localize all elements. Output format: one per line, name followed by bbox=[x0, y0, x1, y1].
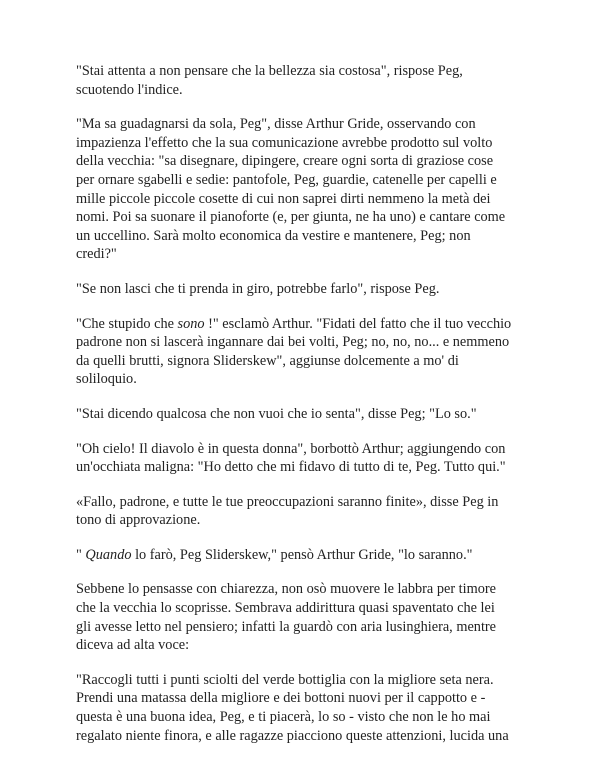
text-run: "Raccogli tutti i punti sciolti del verde bottiglia con la migliore seta nera. Prendi una matassa della migliore e dei bottoni nuovi per il cappotto e - questa è una buona idea, Peg, e ti piacerà, lo so - visto che non le ho mai regalato niente finora, e alle ragazze piacciono queste attenzioni, lucida una bbox=[76, 671, 509, 744]
text-run: lo farò, Peg Sliderskew," pensò Arthur Gride, "lo saranno." bbox=[131, 546, 473, 563]
text-run: "Oh cielo! Il diavolo è in questa donna", borbottò Arthur; aggiungendo con un'occhiata maligna: "Ho detto che mi fidavo di tutto di te, Peg. Tutto qui." bbox=[76, 440, 506, 476]
paragraph bbox=[76, 62, 526, 99]
italic-text: sono bbox=[177, 315, 205, 332]
body-text bbox=[76, 62, 526, 745]
text-run: "Che stupido che bbox=[76, 315, 178, 332]
paragraph bbox=[76, 671, 526, 745]
text-run: " bbox=[76, 546, 86, 563]
italic-text: Quando bbox=[85, 546, 132, 563]
paragraph bbox=[76, 405, 526, 424]
paragraph bbox=[76, 315, 526, 389]
paragraph bbox=[76, 440, 526, 477]
paragraph bbox=[76, 280, 526, 299]
paragraph bbox=[76, 546, 526, 565]
text-run: !" esclamò Arthur. "Fidati del fatto che il tuo vecchio padrone non si lascerà ingannare dai bei volti, Peg; no, no, no... e nemmeno da quelli brutti, signora Sliderskew", aggiunse dolcemente a mo' di soliloquio. bbox=[76, 315, 512, 388]
paragraph bbox=[76, 493, 526, 530]
text-run: «Fallo, padrone, e tutte le tue preoccupazioni saranno finite», disse Peg in tono di approvazione. bbox=[76, 493, 499, 529]
text-run: "Se non lasci che ti prenda in giro, potrebbe farlo", rispose Peg. bbox=[76, 280, 440, 297]
text-run: "Ma sa guadagnarsi da sola, Peg", disse Arthur Gride, osservando con impazienza l'effetto che la sua comunicazione avrebbe prodotto sul volto della vecchia: "sa disegnare, dipingere, creare ogni sorta di graziose cose per ornare sgabelli e sedie: pantofole, Peg, guardie, catenelle per capelli e mille piccole piccole cosette di cui non saprei dirti nemmeno la metà dei nomi. Poi sa suonare il pianoforte (e, per giunta, ne ha uno) e cantare come un uccellino. Sarà molto economica da vestire e mantenere, Peg; non credi?" bbox=[76, 116, 506, 263]
text-run: "Stai dicendo qualcosa che non vuoi che io senta", disse Peg; "Lo so." bbox=[76, 405, 477, 422]
paragraph bbox=[76, 115, 526, 264]
text-run: "Stai attenta a non pensare che la bellezza sia costosa", rispose Peg, scuotendo l'indice. bbox=[76, 63, 463, 98]
text-run: Sebbene lo pensasse con chiarezza, non osò muovere le labbra per timore che la vecchia lo scoprisse. Sembrava addirittura quasi spaventato che lei gli avesse letto nel pensiero; infatti la guardò con aria lusinghiera, mentre diceva ad alta voce: bbox=[76, 581, 497, 654]
paragraph bbox=[76, 580, 526, 654]
